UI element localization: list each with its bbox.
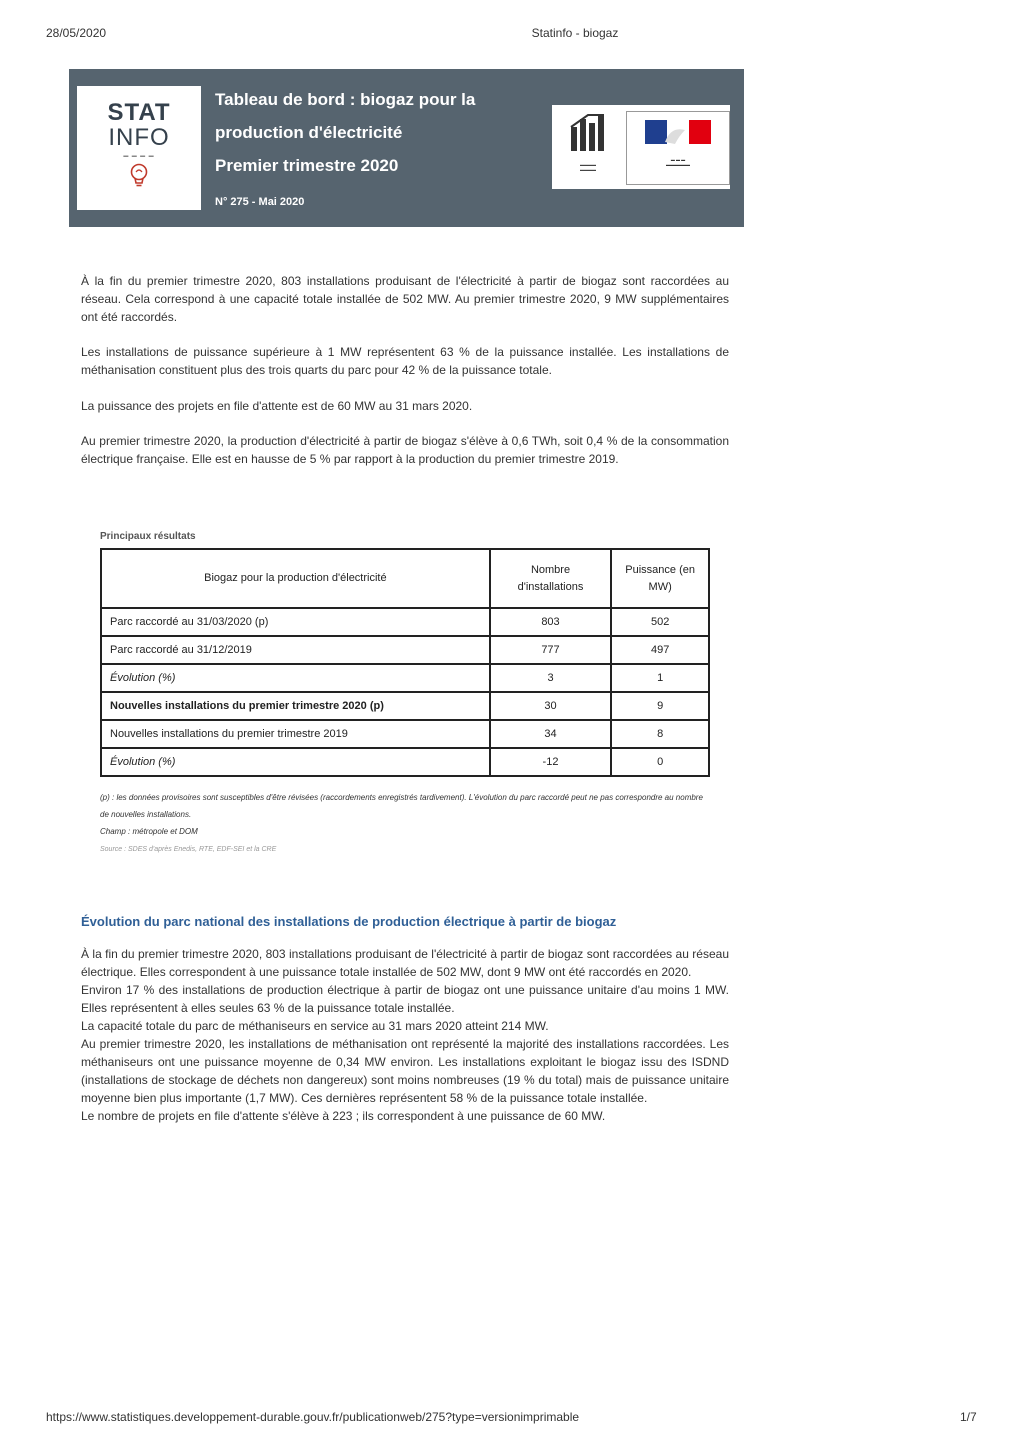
table-source-note: Source : SDES d'après Enedis, RTE, EDF-SEI et la CRE [100, 846, 277, 853]
republic-caption: ▬ ▬ ▬ ▬▬▬▬▬▬ [666, 157, 690, 167]
row-label: Parc raccordé au 31/12/2019 [101, 636, 490, 664]
cell-power: 502 [611, 608, 709, 636]
row-label: Évolution (%) [101, 748, 490, 776]
print-page-title: Statinfo - biogaz [531, 26, 619, 40]
table-header-row [101, 549, 709, 608]
intro-paragraph: La puissance des projets en file d'attente est de 60 MW au 31 mars 2020. [81, 399, 473, 413]
cell-installations: -12 [490, 748, 612, 776]
table-row [101, 664, 709, 692]
cell-installations: 30 [490, 692, 612, 720]
marianne-flag-icon [626, 111, 730, 185]
partner-logos [552, 105, 730, 189]
ministry-caption: ▬▬▬▬ ▬▬▬▬ [580, 162, 596, 172]
table-footnote: (p) : les données provisoires sont susceptibles d'être révisées (raccordements enregistrés tardivement). L'évolution du parc raccordé peut ne pas correspondre au nombre de nouvelles installations. [100, 793, 703, 819]
section-paragraph: À la fin du premier trimestre 2020, 803 installations produisant de l'électricité à partir de biogaz sont raccordées au réseau électrique. Elles correspondent à une puissance totale installée de 502 MW, dont 9 MW ont été raccordés en 2020. [81, 947, 729, 979]
cell-installations: 777 [490, 636, 612, 664]
intro-paragraph: À la fin du premier trimestre 2020, 803 installations produisant de l'électricité à partir de biogaz sont raccordées au réseau. Cela correspond à une capacité totale installée de 502 MW. Au premier trimestre 2020, 9 MW supplémentaires ont été raccordés. [81, 274, 729, 324]
cell-power: 8 [611, 720, 709, 748]
cell-installations: 3 [490, 664, 612, 692]
table-row [101, 608, 709, 636]
section-paragraph: La capacité totale du parc de méthaniseurs en service au 31 mars 2020 atteint 214 MW. [81, 1019, 549, 1033]
results-table [100, 548, 710, 777]
logo-underline: ▬ ▬ ▬ ▬ [123, 153, 155, 159]
logo-info-text: INFO [108, 124, 170, 151]
title-line-2: production d'électricité [215, 123, 403, 142]
print-page-number: 1/7 [960, 1410, 977, 1424]
table-scope-note: Champ : métropole et DOM [100, 827, 198, 836]
row-label: Évolution (%) [101, 664, 490, 692]
cell-installations: 803 [490, 608, 612, 636]
lightbulb-icon [77, 163, 201, 194]
cell-power: 0 [611, 748, 709, 776]
row-label: Nouvelles installations du premier trimestre 2019 [101, 720, 490, 748]
table-row [101, 636, 709, 664]
column-header-installations: Nombre d'installations [490, 549, 612, 608]
publication-title [215, 83, 475, 182]
column-header-power: Puissance (en MW) [611, 549, 709, 608]
table-row [101, 720, 709, 748]
table-caption: Principaux résultats [100, 531, 196, 542]
cell-power: 9 [611, 692, 709, 720]
cell-power: 1 [611, 664, 709, 692]
intro-paragraph: Au premier trimestre 2020, la production d'électricité à partir de biogaz s'élève à 0,6 TWh, soit 0,4 % de la consommation électrique française. Elle est en hausse de 5 % par rapport à la production du premier trimestre 2019. [81, 434, 729, 466]
print-url: https://www.statistiques.developpement-durable.gouv.fr/publicationweb/275?type=versionimprimable [46, 1410, 580, 1424]
section-heading: Évolution du parc national des installations de production électrique à partir de biogaz [81, 914, 617, 929]
ministry-building-icon [562, 113, 614, 181]
title-line-1: Tableau de bord : biogaz pour la [215, 90, 476, 109]
cell-installations: 34 [490, 720, 612, 748]
row-label: Parc raccordé au 31/03/2020 (p) [101, 608, 490, 636]
issue-number: N° 275 - Mai 2020 [215, 196, 305, 208]
table-row [101, 692, 709, 720]
intro-paragraph: Les installations de puissance supérieure à 1 MW représentent 63 % de la puissance installée. Les installations de méthanisation constituent plus des trois quarts du parc pour 42 % de la puissance totale. [81, 345, 729, 377]
cell-power: 497 [611, 636, 709, 664]
section-paragraph: Environ 17 % des installations de production électrique à partir de biogaz ont une puissance unitaire d'au moins 1 MW. Elles représentent à elles seules 63 % de la puissance totale installée. [81, 983, 729, 1015]
statinfo-logo[interactable] [77, 86, 201, 210]
section-paragraph: Le nombre de projets en file d'attente s'élève à 223 ; ils correspondent à une puissance de 60 MW. [81, 1109, 606, 1123]
column-header-category: Biogaz pour la production d'électricité [101, 549, 490, 608]
publication-banner [69, 69, 744, 227]
row-label: Nouvelles installations du premier trimestre 2020 (p) [101, 692, 490, 720]
section-paragraph: Au premier trimestre 2020, les installations de méthanisation ont représenté la majorité des installations raccordées. Les méthaniseurs ont une puissance moyenne de 0,34 MW environ. Les installations exploitant le biogaz issu des ISDND (installations de stockage de déchets non dangereux) sont moins nombreuses (19 % du total) mais de puissance unitaire moyenne bien plus importante (1,7 MW). Ces dernières représentent 58 % de la puissance totale installée. [81, 1037, 729, 1105]
logo-stat-text: STAT [107, 99, 171, 126]
print-date: 28/05/2020 [46, 26, 107, 40]
section-body [81, 945, 729, 1125]
title-line-3: Premier trimestre 2020 [215, 156, 399, 175]
table-row [101, 748, 709, 776]
